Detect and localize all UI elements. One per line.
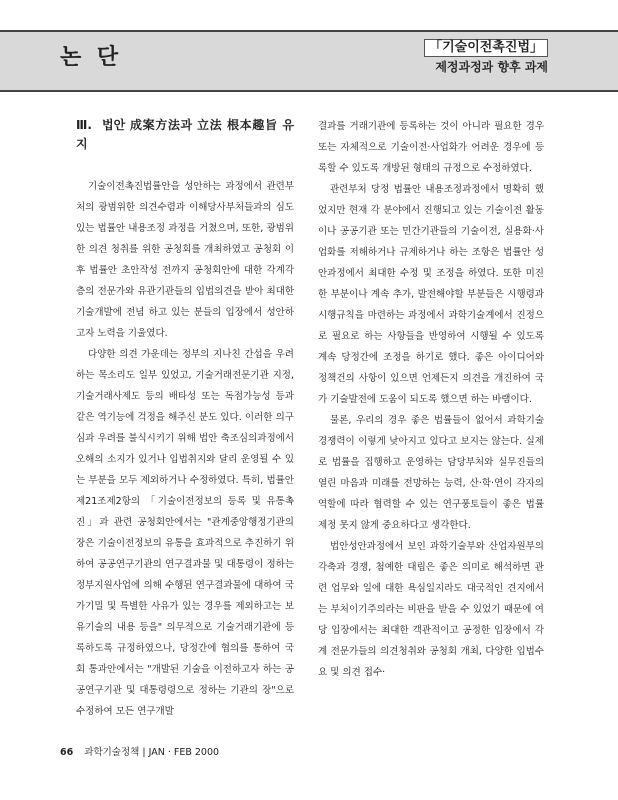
- section-heading: [76, 116, 294, 154]
- article-title-line2: 제정과정과 향후 과제: [435, 60, 548, 74]
- paragraph: 기술이전촉진법률안을 성안하는 과정에서 관련부처의 광범위한 의견수렴과 이해당사부처들과의 심도 있는 법률안 내용조정 과정을 거쳤으며, 또한, 광범위한 의견 청취를 위한 공청회를 개최하였고 공청회 이후 법률안 초안작성 전까지 공청회안에 대한 각계각층의 전문가와 유관기관들의 입법의견을 받아 최대한 기술개발에 전념 하고 있는 분들의 입장에서 성안하고자 노력을 기울였다.: [76, 181, 294, 339]
- section-number: Ⅲ.: [76, 118, 92, 132]
- paragraph: 결과를 거래기관에 등록하는 것이 아니라 필요한 경우 또는 자체적으로 기술이전·사업화가 어려운 경우에 등록할 수 있도록 개방된 형태의 규정으로 수정하였다.: [318, 121, 544, 174]
- page-number: 66: [60, 747, 74, 758]
- page-footer: [60, 744, 219, 758]
- paragraph: 법안성안과정에서 보인 과학기술부와 산업자원부의 각축과 경쟁, 첨예한 대립은 좋은 의미로 해석하면 관련 업무와 일에 대한 욕심일지라도 대국적인 견지에서는 부처이기주의라는 비판을 받을 수 있었기 때문에 여당 입장에서는 최대한 객관적이고 공정한 입장에서 각계 전문가들의 의견청취와 공청회 개최, 다양한 입법수요 및 의견 접수·: [318, 541, 544, 678]
- page-header: [0, 30, 618, 88]
- right-column: [318, 116, 544, 683]
- paragraph: 관련부처 당정 법률안 내용조정과정에서 명확히 했었지만 현재 각 분야에서 진행되고 있는 기술이전 활동이나 공공기관 또는 민간기관들의 기술이전, 실용화·사업화를 저해하거나 규제하거나 하는 조항은 법률안 성안과정에서 최대한 수정 및 조정을 하였다. 또한 미진한 부분이나 계속 추가, 발전해야할 부분들은 시행령과 시행규칙을 마련하는 과정에서 과학기술계에서 진정으로 필요로 하는 사항들을 반영하여 시행될 수 있도록 계속 당정간에 조정을 하기로 했다. 좋은 아이디어와 정책건의 사항이 있으면 언제든지 의견을 개진하여 국가 기술발전에 도움이 되도록 했으면 하는 바램이다.: [318, 184, 544, 405]
- journal-name: 과학기술정책 | JAN · FEB 2000: [84, 747, 220, 758]
- article-title-line1: 「기술이전촉진법」: [424, 39, 548, 57]
- section-heading-text: 법안 成案方法과 立法 根本趣旨 유지: [76, 118, 294, 151]
- paragraph: 다양한 의견 가운데는 정부의 지나친 간섭을 우려하는 목소리도 일부 있었고, 기술거래전문기관 지정, 기술거래사제도 등의 배타성 또는 독점가능성 등과 같은 역기능에 걱정을 해주신 분도 있다. 이러한 의구심과 우려를 불식시키기 위해 법안 축조심의과정에서 오해의 소지가 있거나 입법취지와 달리 운영될 수 있는 부분을 모두 제외하거나 수정하였다. 특히, 법률안 제21조제2항의 「기술이전정보의 등록 및 유통촉진」과 관련 공청회안에서는 "관계중앙행정기관의 장은 기술이전정보의 유통을 효과적으로 추진하기 위하여 공공연구기관의 연구결과물 및 대통령이 정하는 정부지원사업에 의해 수행된 연구결과물에 대하여 국가기밀 및 특별한 사유가 있는 경우를 제외하고는 보유기술의 내용 등을" 의무적으로 기술거래기관에 등록하도록 규정하였으나, 당정간에 협의를 통하여 국회 통과안에서는 "개발된 기술을 이전하고자 하는 공공연구기관 및 대통령령으로 정하는 기관의 장"으로 수정하여 모든 연구개발: [76, 349, 294, 717]
- section-label: 논 단: [60, 45, 123, 70]
- article-title: [424, 38, 548, 75]
- paragraph: 물론, 우리의 경우 좋은 법률들이 없어서 과학기술 경쟁력이 이렇게 낮아지고 있다고 보지는 않는다. 실제로 법률을 집행하고 운영하는 담당부처와 실무진들의 열린 마음과 미래를 전망하는 능력, 산·학·연이 각자의 역할에 따라 협력할 수 있는 연구풍토들이 좋은 법률 제정 못지 않게 중요하다고 생각한다.: [318, 415, 544, 531]
- left-column: [76, 116, 294, 722]
